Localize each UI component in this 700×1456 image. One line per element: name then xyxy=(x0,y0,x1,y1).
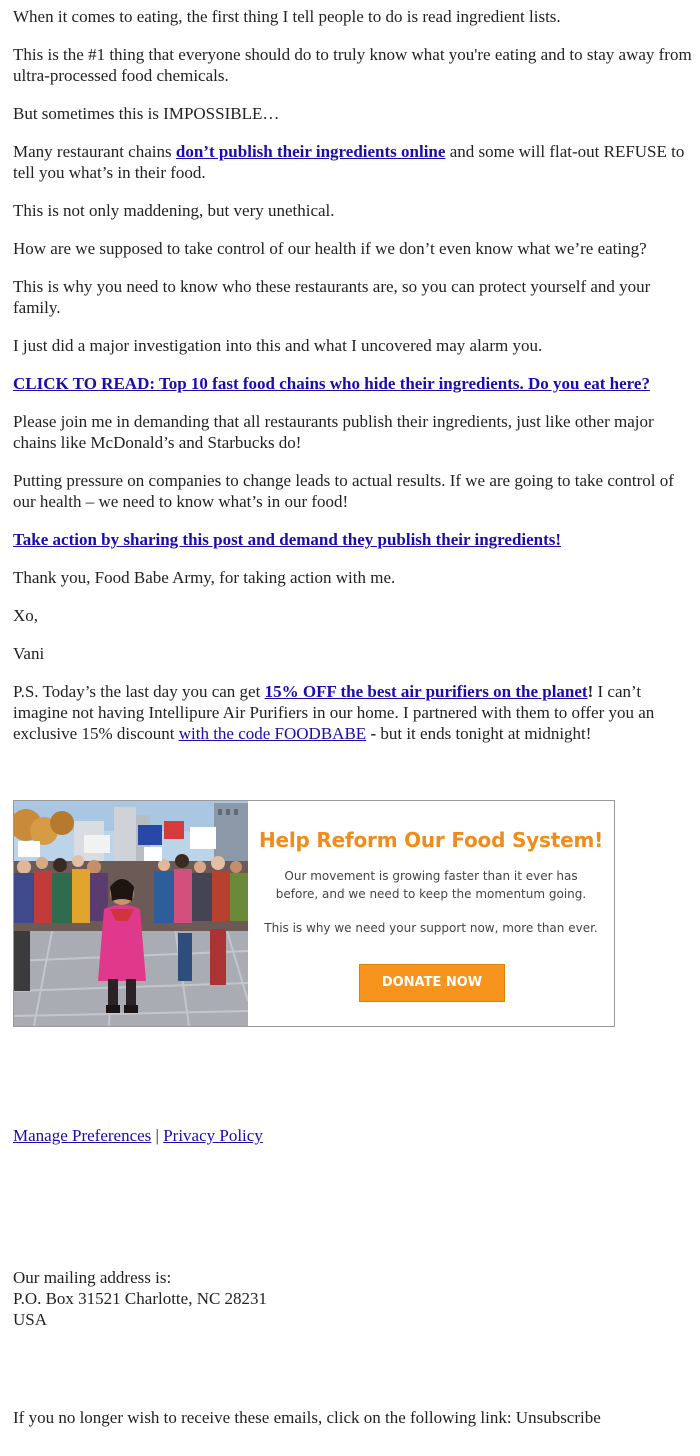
mailing-address-line: P.O. Box 31521 Charlotte, NC 28231 xyxy=(13,1289,268,1308)
banner-text-panel xyxy=(248,801,614,1026)
paragraph-number-one: This is the #1 thing that everyone should do to truly know what you're eating and to stay away from ultra-processed food chemicals. xyxy=(13,45,692,85)
signoff: Xo, xyxy=(13,606,39,625)
text-fragment: but it ends tonight at midnight! xyxy=(380,724,592,743)
share-post-link[interactable]: Take action by sharing this post and demand they publish their ingredients! xyxy=(13,530,562,549)
paragraph-pressure: Putting pressure on companies to change leads to actual results. If we are going to take control of our health – we need to know what’s in our food! xyxy=(13,471,674,511)
ingredients-online-link[interactable]: don’t publish their ingredients online xyxy=(175,142,446,161)
text-fragment: Many restaurant chains xyxy=(13,142,176,161)
manage-preferences-link[interactable]: Manage Preferences xyxy=(13,1126,152,1145)
top-10-chains-link[interactable]: CLICK TO READ: Top 10 fast food chains who hide their ingredients. Do you eat here? xyxy=(13,374,650,393)
link-separator: | xyxy=(151,1126,164,1145)
coupon-code-link[interactable]: with the code FOODBABE xyxy=(178,724,367,743)
donate-now-button[interactable]: DONATE NOW xyxy=(359,964,505,1002)
banner-support-text: This is why we need your support now, more than ever. xyxy=(264,921,598,935)
paragraph-investigation: I just did a major investigation into this and what I uncovered may alarm you. xyxy=(13,336,543,355)
mailing-address-country: USA xyxy=(13,1310,48,1329)
paragraph-unethical: This is not only maddening, but very unethical. xyxy=(13,201,335,220)
paragraph-cta-read xyxy=(13,373,693,394)
text-fragment: and some will flat-out REFUSE to tell you what’s in their food. xyxy=(13,142,685,182)
privacy-policy-link[interactable]: Privacy Policy xyxy=(163,1126,263,1145)
paragraph-control-health: How are we supposed to take control of our health if we don’t even know what we’re eating? xyxy=(13,239,647,258)
footer-links xyxy=(13,1125,263,1146)
banner-heading: Help Reform Our Food System! xyxy=(258,828,604,852)
paragraph-impossible: But sometimes this is IMPOSSIBLE… xyxy=(13,104,280,123)
text-fragment: - xyxy=(366,724,381,743)
mailing-address-label: Our mailing address is: xyxy=(13,1268,172,1287)
paragraph-thank-you: Thank you, Food Babe Army, for taking action with me. xyxy=(13,568,396,587)
paragraph-ps xyxy=(13,681,693,744)
email-body xyxy=(13,6,693,761)
paragraph-restaurant-chains xyxy=(13,141,693,183)
protest-photo xyxy=(14,801,248,1026)
text-fragment: ! xyxy=(587,682,594,701)
donate-banner[interactable] xyxy=(13,800,615,1027)
paragraph-intro: When it comes to eating, the first thing I tell people to do is read ingredient lists. xyxy=(13,7,561,26)
air-purifier-link[interactable]: 15% OFF the best air purifiers on the planet xyxy=(264,682,588,701)
paragraph-join-me: Please join me in demanding that all restaurants publish their ingredients, just like other major chains like McDonald’s and Starbucks do! xyxy=(13,412,654,452)
text-fragment: P.S. Today’s the last day you can get xyxy=(13,682,265,701)
paragraph-cta-share xyxy=(13,529,693,550)
banner-body-text: Our movement is growing faster than it ever has before, and we need to keep the momentum going. xyxy=(275,869,587,901)
paragraph-protect-family: This is why you need to know who these restaurants are, so you can protect yourself and your family. xyxy=(13,277,651,317)
text-fragment: I can’t imagine not having Intellipure Air Purifiers in our home. I partnered with them to offer you an exclusive 15% discount xyxy=(13,682,655,743)
mailing-address xyxy=(13,1267,267,1330)
unsubscribe-text[interactable]: If you no longer wish to receive these emails, click on the following link: Unsubscribe xyxy=(13,1408,601,1427)
signature: Vani xyxy=(13,644,45,663)
